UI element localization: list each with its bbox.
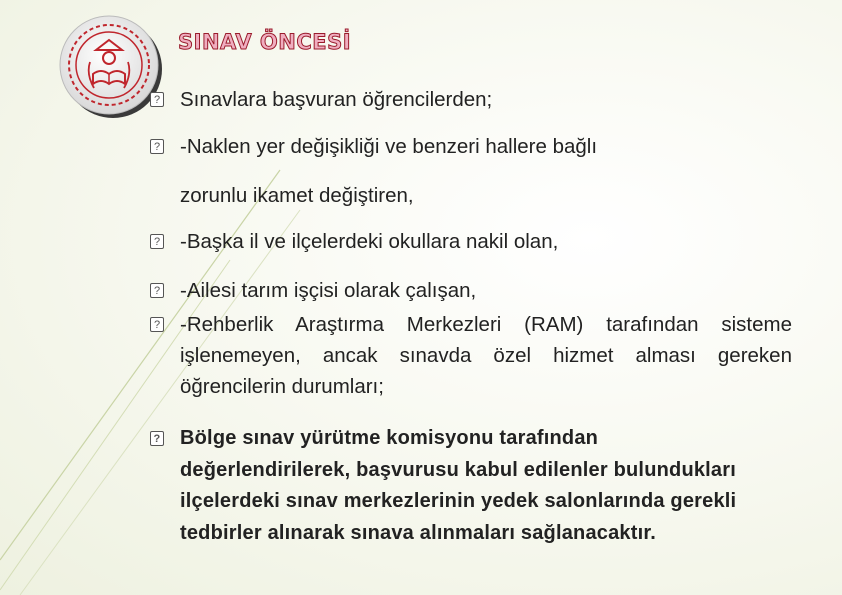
item-text: -Rehberlik Araştırma Merkezleri (RAM) tarafından sisteme işlenemeyen, ancak sınavda özel hizmet alması gereken öğrencilerin durumları; [180, 313, 792, 398]
list-item [150, 275, 800, 306]
list-item [150, 309, 800, 402]
list-item [150, 84, 800, 115]
list-item [150, 226, 800, 257]
checkbox-bullet-icon: ? [150, 92, 164, 107]
checkbox-bullet-icon: ? [150, 234, 164, 249]
list-item [150, 423, 800, 549]
checkbox-bullet-icon: ? [150, 431, 164, 446]
checkbox-bullet-icon: ? [150, 283, 164, 298]
list-item-continuation [150, 180, 800, 211]
item-text: Bölge sınav yürütme komisyonu tarafından değerlendirilerek, başvurusu kabul edilenler bulundukları ilçelerdeki sınav merkezlerinin yedek salonlarında gerekli tedbirler alınarak sınava alınmaları sağlanacaktır. [180, 427, 737, 544]
item-text: -Ailesi tarım işçisi olarak çalışan, [180, 279, 477, 302]
item-text: -Naklen yer değişikliği ve benzeri hallere bağlı [180, 135, 598, 158]
checkbox-bullet-icon: ? [150, 317, 164, 332]
page-title: SINAV ÖNCESİ [178, 30, 352, 54]
list-item [150, 131, 800, 162]
item-text: -Başka il ve ilçelerdeki okullara nakil olan, [180, 230, 559, 253]
meb-logo-icon [58, 14, 164, 120]
checkbox-bullet-icon: ? [150, 139, 164, 154]
item-text: Sınavlara başvuran öğrencilerden; [180, 88, 493, 111]
item-text: zorunlu ikamet değiştiren, [180, 184, 414, 207]
